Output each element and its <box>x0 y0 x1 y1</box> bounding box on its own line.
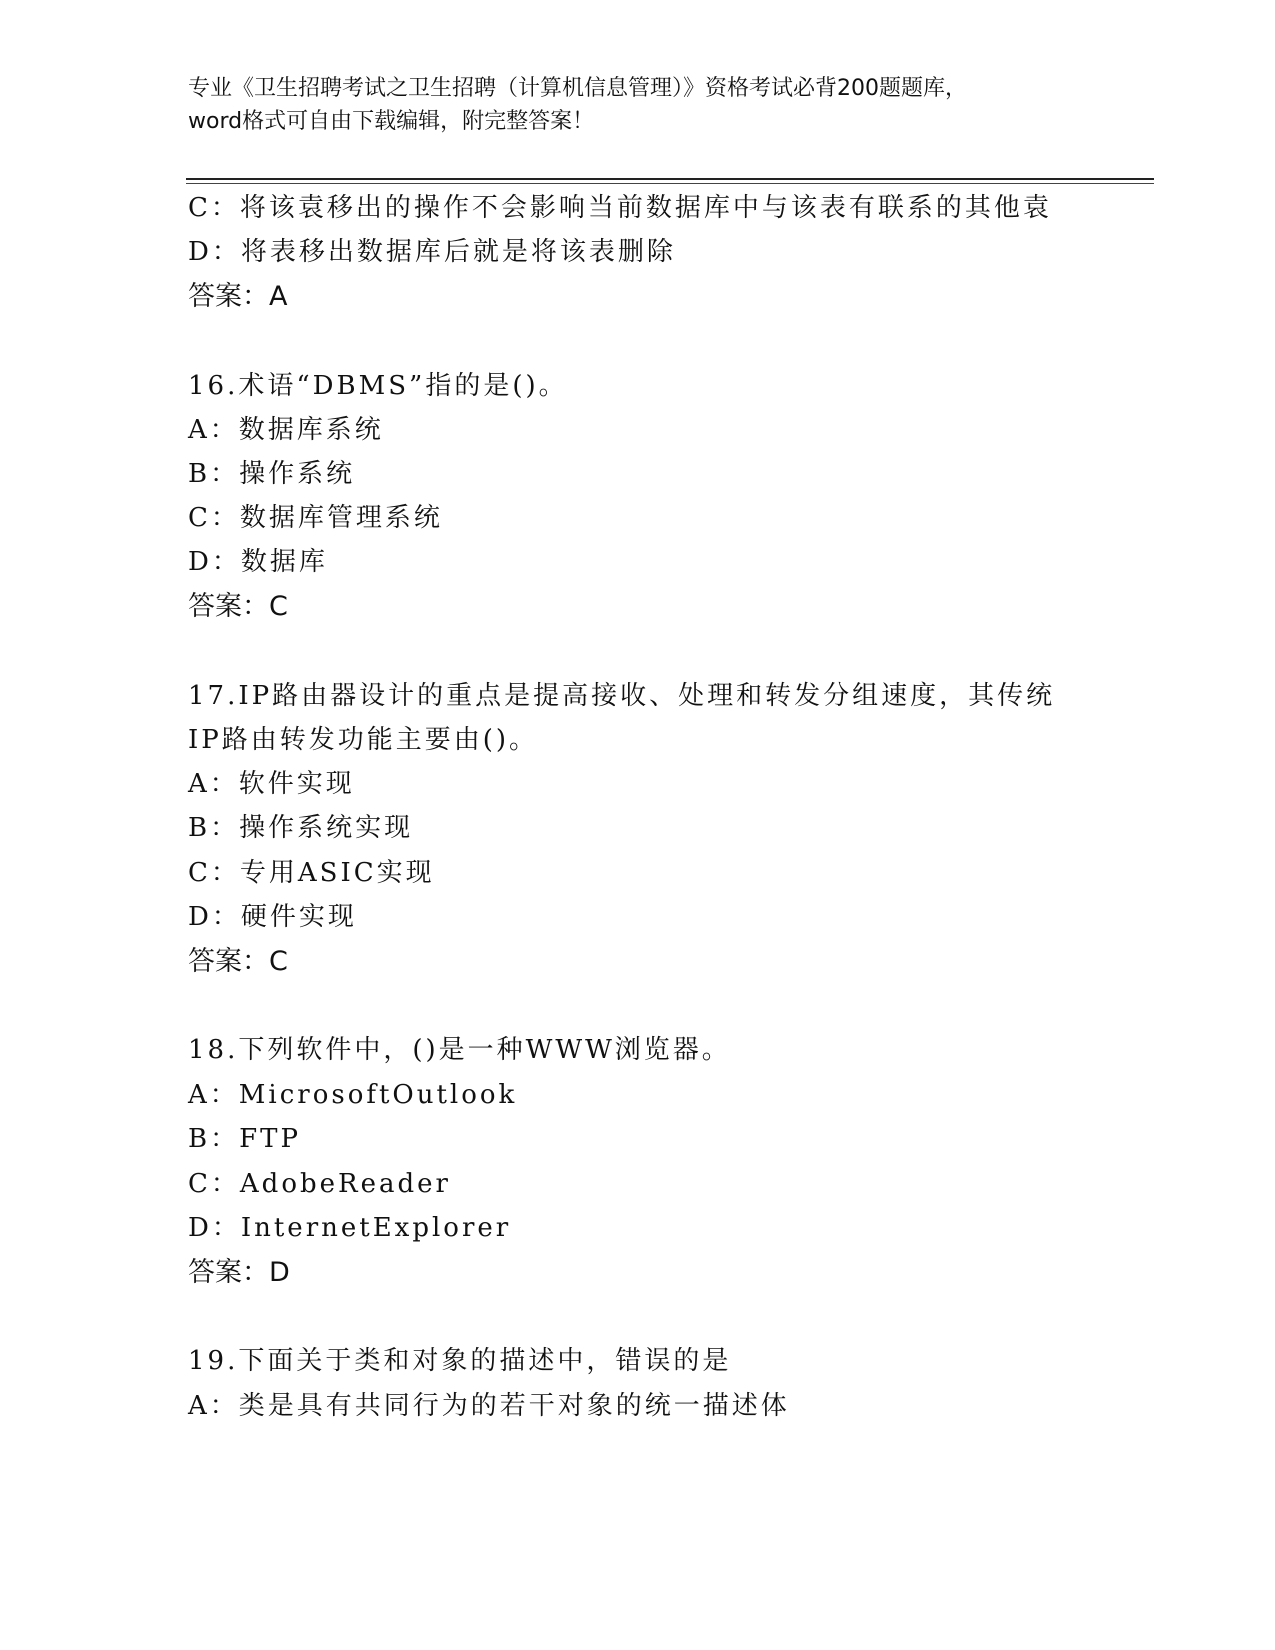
header-line-1: 专业《卫生招聘考试之卫生招聘（计算机信息管理）》资格考试必背200题题库， <box>188 76 967 101</box>
q17-question-line-1: 17.IP路由器设计的重点是提高接收、处理和转发分组速度，其传统 <box>188 681 1056 711</box>
q16-question: 16.术语“DBMS”指的是()。 <box>188 371 568 401</box>
q17-answer: 答案：C <box>188 946 288 977</box>
q16-option-c: C：数据库管理系统 <box>188 503 443 533</box>
header-line-2: word格式可自由下载编辑，附完整答案！ <box>188 109 595 134</box>
prev-answer: 答案：A <box>188 281 288 312</box>
q17-option-c: C：专用ASIC实现 <box>188 858 435 888</box>
q16-option-d: D：数据库 <box>188 547 328 577</box>
q18-option-a: A：MicrosoftOutlook <box>188 1080 518 1110</box>
q17-question-line-2: IP路由转发功能主要由()。 <box>188 725 539 755</box>
header-divider-thin <box>186 183 1154 184</box>
q18-option-c: C：AdobeReader <box>188 1169 451 1199</box>
q17-option-d: D：硬件实现 <box>188 902 357 932</box>
q18-question: 18.下列软件中，()是一种WWW浏览器。 <box>188 1035 731 1065</box>
prev-option-d: D：将表移出数据库后就是将该表删除 <box>188 237 676 267</box>
q19-question: 19.下面关于类和对象的描述中，错误的是 <box>188 1346 732 1376</box>
q16-answer: 答案：C <box>188 591 288 622</box>
header-divider-thick <box>186 178 1154 180</box>
q18-option-b: B：FTP <box>188 1124 301 1154</box>
document-header <box>188 72 1088 138</box>
q18-answer: 答案：D <box>188 1257 290 1288</box>
q19-option-a: A：类是具有共同行为的若干对象的统一描述体 <box>188 1391 790 1421</box>
prev-option-c: C：将该袁移出的操作不会影响当前数据库中与该表有联系的其他袁 <box>188 193 1052 223</box>
q17-option-b: B：操作系统实现 <box>188 813 414 843</box>
q17-option-a: A：软件实现 <box>188 769 355 799</box>
q16-option-b: B：操作系统 <box>188 459 356 489</box>
q18-option-d: D：InternetExplorer <box>188 1213 512 1243</box>
q16-option-a: A：数据库系统 <box>188 415 384 445</box>
